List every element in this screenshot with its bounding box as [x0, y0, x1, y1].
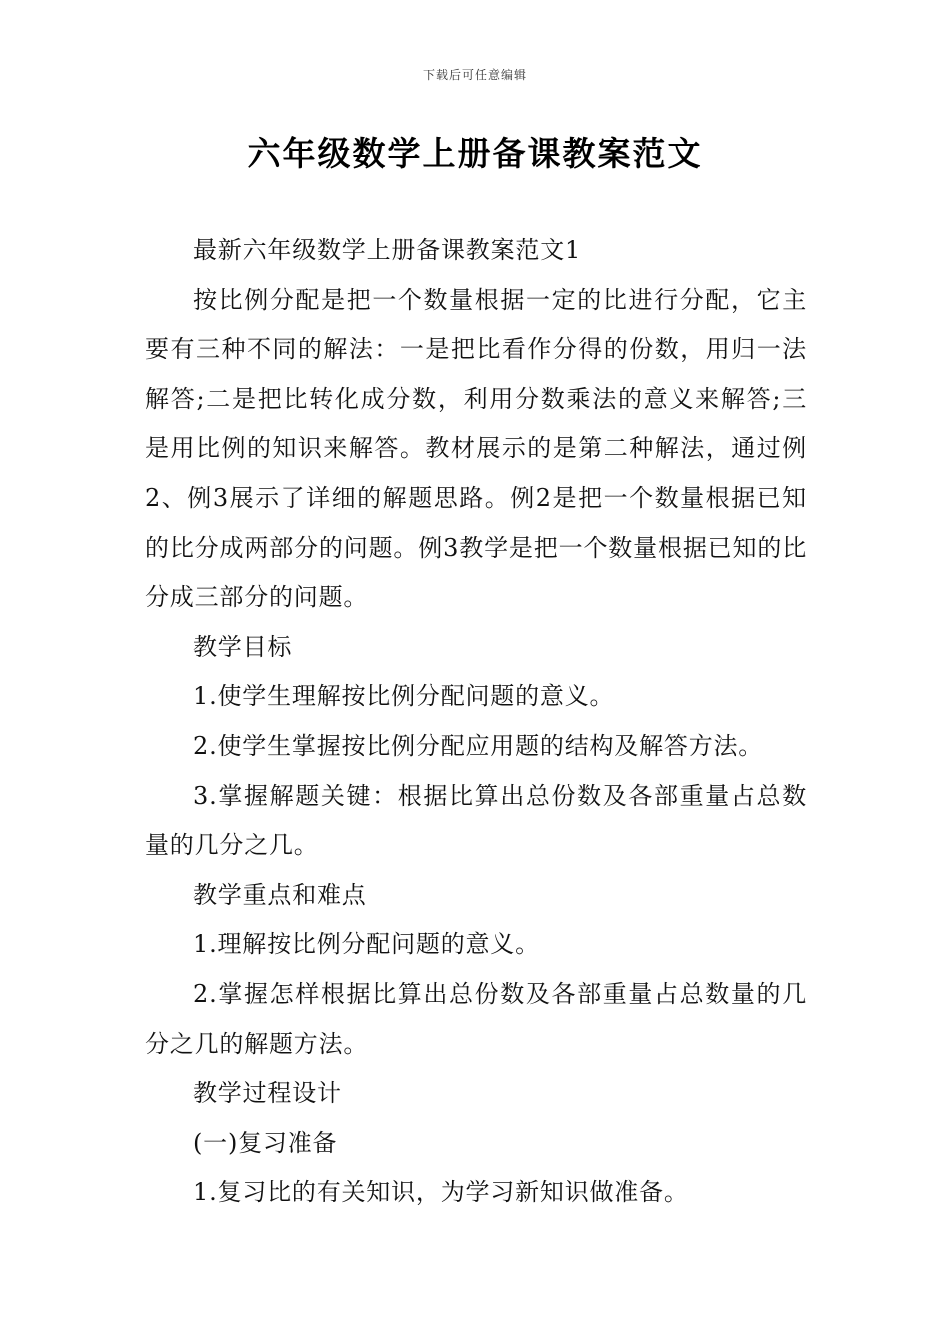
goal-item: 1.使学生理解按比例分配问题的意义。: [193, 682, 615, 711]
subsection-heading: (一)复习准备: [193, 1128, 338, 1157]
key-point-item: 1.理解按比例分配问题的意义。: [193, 930, 540, 959]
process-item: 1.复习比的有关知识，为学习新知识做准备。: [193, 1178, 689, 1207]
goal-item: 2.使学生掌握按比例分配应用题的结构及解答方法。: [193, 731, 764, 760]
document-title: 六年级数学上册备课教案范文: [247, 134, 703, 173]
goal-item: 3.掌握解题关键：根据比算出总份数及各部重量占总数量的几分之几。: [145, 781, 807, 860]
section-heading-goals: 教学目标: [193, 632, 293, 661]
document-body: [145, 226, 807, 1218]
section-heading-process: 教学过程设计: [193, 1079, 342, 1108]
section-heading-key-points: 教学重点和难点: [193, 880, 367, 909]
key-point-item: 2.掌握怎样根据比算出总份数及各部重量占总数量的几分之几的解题方法。: [145, 979, 807, 1058]
header-note: 下载后可任意编辑: [422, 68, 527, 82]
section-heading: 最新六年级数学上册备课教案范文1: [193, 236, 582, 264]
intro-paragraph: 按比例分配是把一个数量根据一定的比进行分配，它主要有三种不同的解法：一是把比看作分得的份数，用归一法解答;二是把比转化成分数，利用分数乘法的意义来解答;三是用比例的知识来解答。教材展示的是第二种解法，通过例2、例3展示了详细的解题思路。例2是把一个数量根据已知的比分成两部分的问题。例3教学是把一个数量根据已知的比分成三部分的问题。: [145, 285, 807, 612]
